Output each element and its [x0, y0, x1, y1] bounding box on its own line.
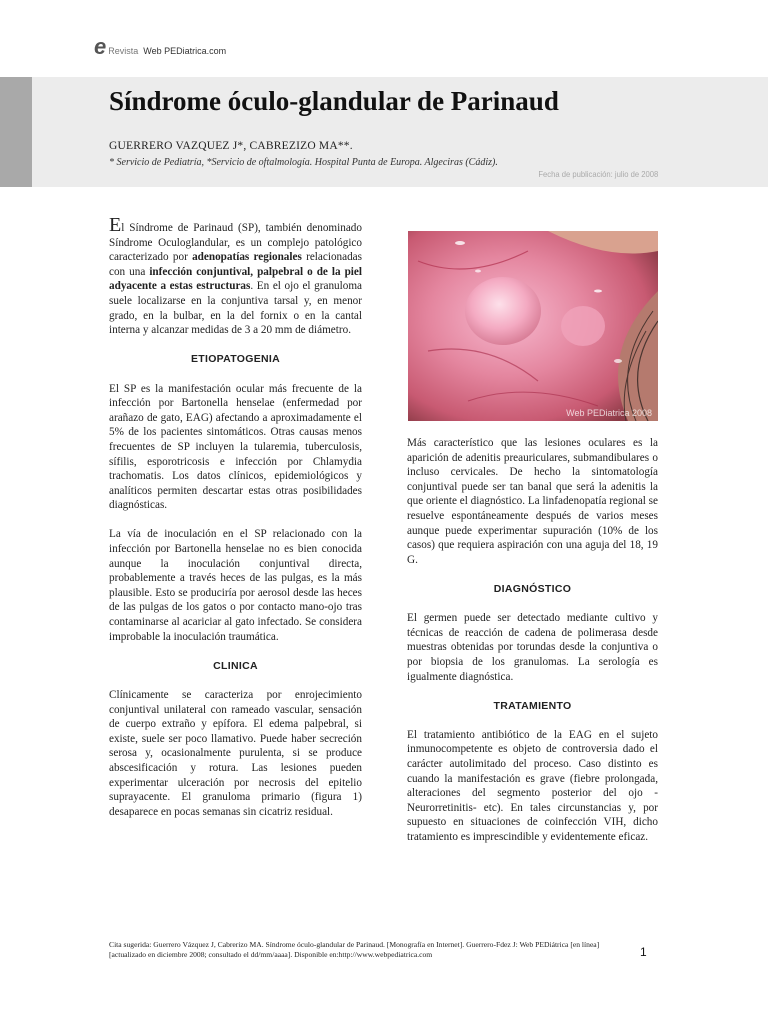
right-column	[407, 436, 658, 859]
logo-e-icon: e	[94, 34, 107, 59]
logo-revista-text: Revista	[108, 46, 139, 56]
clinica-paragraph-2: Más característico que las lesiones oculares es la aparición de adenitis preauriculares, submandibulares o incluso cervicales. De hecho la sintomatología conjuntival puede ser tan banal que será la adenitis la que oriente el diagnóstico. La linfadenopatía regional se resuelve espontáneamente después de varios meses aunque puede experimentar supuración (10% de los casos) que requiera aspiración con una aguja del 18, 19 G.	[407, 437, 659, 566]
publication-date: Fecha de publicación: julio de 2008	[538, 169, 658, 179]
figure-1-image	[408, 231, 658, 421]
figure-watermark: Web PEDiatrica 2008	[566, 408, 652, 418]
citation-footer: Cita sugerida: Guerrero Vázquez J, Cabrerizo MA. Síndrome óculo-glandular de Parinaud. [Monografía en Internet]. Guerrero-Fdez J: Web PEDiátrica [en línea] [actualizado en diciembre 2008; consultado el dd/mm/aaaa]. Disponible en:http://www.webpediatrica.com	[109, 940, 600, 959]
intro-bold-1: adenopatías regionales	[192, 251, 302, 264]
logo-site-name: Web PEDiatrica.com	[143, 46, 227, 56]
etiopatogenia-paragraph-1: El SP es la manifestación ocular más frecuente de la infección por Bartonella henselae (enfermedad por arañazo de gato, EAG) afectando a aproximadamente el 5% de los pacientes sintomáticos. Otras causas menos frecuentes de SP incluyen la tularemia, tuberculosis, sífilis, esporotricosis e infección por Chlamydia trachomatis. Los datos clínicos, epidemiológicos y analíticos permiten descartar estas otras posibilidades diagnósticas.	[109, 382, 362, 512]
page-number: 1	[640, 945, 647, 959]
site-logo	[94, 36, 226, 58]
heading-etiopatogenia: ETIOPATOGENIA	[190, 353, 281, 366]
tratamiento-paragraph-1: El tratamiento antibiótico de la EAG en el sujeto inmunocompetente es objeto de controversia dado el carácter autolimitado del proceso. Caso distinto es cuando la manifestación es grave (fiebre prolongada, alteraciones del segmento posterior del ojo -Neurorretinitis- etc). En tales circunstancias y, por supuesto en situaciones de coinfección VIH, dicho tratamiento es imprescindible y evidentemente eficaz.	[407, 728, 658, 844]
title-band-accent	[0, 77, 32, 187]
intro-text-2: relacionadas con una	[109, 251, 363, 278]
heading-clinica: CLINICA	[213, 659, 258, 672]
clinica-paragraph-1: Clínicamente se caracteriza por enrojecimiento conjuntival unilateral con rameado vascular, sensación de cuerpo extraño y epífora. El edema palpebral, si existe, suele ser poco llamativo. Puede haber secreción serosa y, ocasionalmente purulenta, si se produce abscesificación y rotura. Las lesiones pueden experimentar ulceración por necrosis del epitelio suprayacente. El granuloma primario (figura 1) desaparece en pocas semanas sin cicatriz residual.	[109, 689, 362, 818]
heading-diagnostico: DIAGNÓSTICO	[493, 582, 572, 595]
intro-text-1: l Síndrome de Parinaud (SP), también denominado Síndrome Oculoglandular, es un complejo patológico caracterizado por	[109, 222, 362, 264]
figure-1-conjunctival-granuloma	[408, 231, 658, 421]
article-authors: GUERRERO VAZQUEZ J*, CABREZIZO MA**.	[109, 140, 353, 152]
intro-bold-2: infección conjuntival, palpebral o de la piel adyacente a estas estructuras	[109, 265, 362, 293]
drop-cap: E	[109, 214, 122, 236]
left-column	[109, 214, 363, 834]
article-title: Síndrome óculo-glandular de Parinaud	[109, 86, 559, 116]
article-affiliation: * Servicio de Pediatría, *Servicio de oftalmología. Hospital Punta de Europa. Algeciras (Cádiz).	[109, 157, 498, 168]
intro-paragraph	[109, 214, 363, 338]
intro-text-3: . En el ojo el granuloma suele localizarse en la conjuntiva tarsal y, en menor grado, en la bulbar, en la del fornix o en la cantal interna y alcanzar medidas de 3 a 20 mm de diámetro.	[109, 280, 362, 337]
diagnostico-paragraph-1: El germen puede ser detectado mediante cultivo y técnicas de reacción de cadena de polimerasa desde muestras obtenidas por torundas desde la conjuntiva o por biopsia de los granulomas. La serología es igualmente diagnóstica.	[407, 612, 658, 683]
etiopatogenia-paragraph-2: La vía de inoculación en el SP relacionado con la infección por Bartonella henselae no es bien conocida aunque la inoculación conjuntival directa, probablemente a través heces de las pulgas, es la más plausible. Esto se produciría por aerosol desde las heces de las pulgas de los gatos o por contacto mano-ojo tras contaminarse al acariciar al gato infectado. Se considera improbable la inoculación traumática.	[109, 528, 362, 643]
heading-tratamiento: TRATAMIENTO	[493, 699, 572, 712]
